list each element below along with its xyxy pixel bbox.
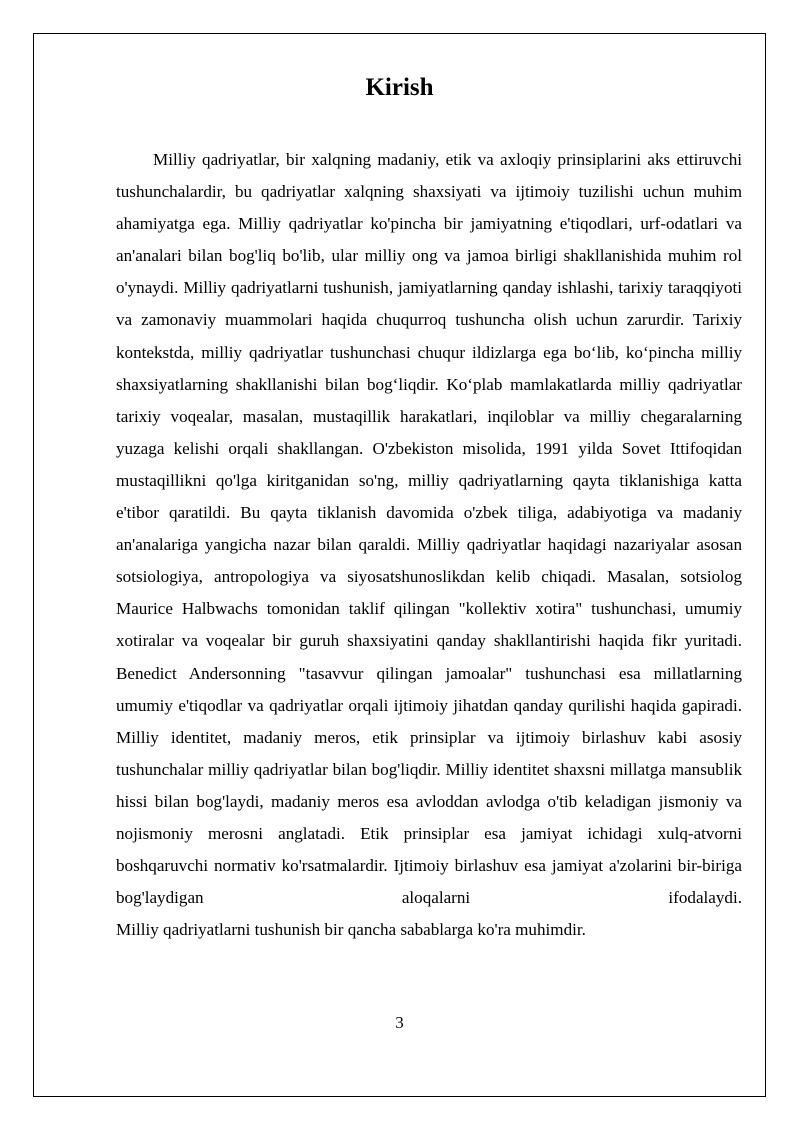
page-number: 3 [395,1013,404,1032]
document-body [116,144,742,946]
body-paragraph-closing: Milliy qadriyatlarni tushunish bir qancha sabablarga ko'ra muhimdir. [116,920,586,940]
page-title: Kirish [365,74,434,101]
body-paragraph: Milliy qadriyatlar, bir xalqning madaniy, etik va axloqiy prinsiplarini aks ettiruvchi tushunchalardir, bu qadriyatlar xalqning shaxsiyati va ijtimoiy tuzilishi uchun muhim ahamiyatga ega. Milliy qadriyatlar ko'pincha bir jamiyatning e'tiqodlari, urf-odatlari va an'analari bilan bog'liq bo'lib, ular milliy ong va jamoa birligi shakllanishida muhim rol o'ynaydi. Milliy qadriyatlarni tushunish, jamiyatlarning qanday ishlashi, tarixiy taraqqiyoti va zamonaviy muammolari haqida chuqurroq tushuncha olish uchun zarurdir. Tarixiy kontekstda, milliy qadriyatlar tushunchasi chuqur ildizlarga ega bo‘lib, ko‘pincha milliy shaxsiyatlarning shakllanishi bilan bog‘liqdir. Ko‘plab mamlakatlarda milliy qadriyatlar tarixiy voqealar, masalan, mustaqillik harakatlari, inqiloblar va milliy chegaralarning yuzaga kelishi orqali shakllangan. O'zbekiston misolida, 1991 yilda Sovet Ittifoqidan mustaqillikni qo'lga kiritganidan so'ng, milliy qadriyatlarning qayta tiklanishiga katta e'tibor qaratildi. Bu qayta tiklanish davomida o'zbek tiliga, adabiyotiga va madaniy an'analariga yangicha nazar bilan qaraldi. Milliy qadriyatlar haqidagi nazariyalar asosan sotsiologiya, antropologiya va siyosatshunoslikdan kelib chiqadi. Masalan, sotsiolog Maurice Halbwachs tomonidan taklif qilingan "kollektiv xotira" tushunchasi, umumiy xotiralar va voqealar bir guruh shaxsiyatini qanday shakllantirishi haqida fikr yuritadi. Benedict Andersonning "tasavvur qilingan jamoalar" tushunchasi esa millatlarning umumiy e'tiqodlar va qadriyatlar orqali ijtimoiy jihatdan qanday qurilishi haqida gapiradi. Milliy identitet, madaniy meros, etik prinsiplar va ijtimoiy birlashuv kabi asosiy tushunchalar milliy qadriyatlar bilan bog'liqdir. Milliy identitet shaxsni millatga mansublik hissi bilan bog'laydi, madaniy meros esa avloddan avlodga o'tib keladigan jismoniy va nojismoniy merosni anglatadi. Etik prinsiplar esa jamiyat ichidagi xulq-atvorni boshqaruvchi normativ ko'rsatmalardir. Ijtimoiy birlashuv esa jamiyat a'zolarini bir-biriga bog'laydigan aloqalarni ifodalaydi. [116,150,742,908]
